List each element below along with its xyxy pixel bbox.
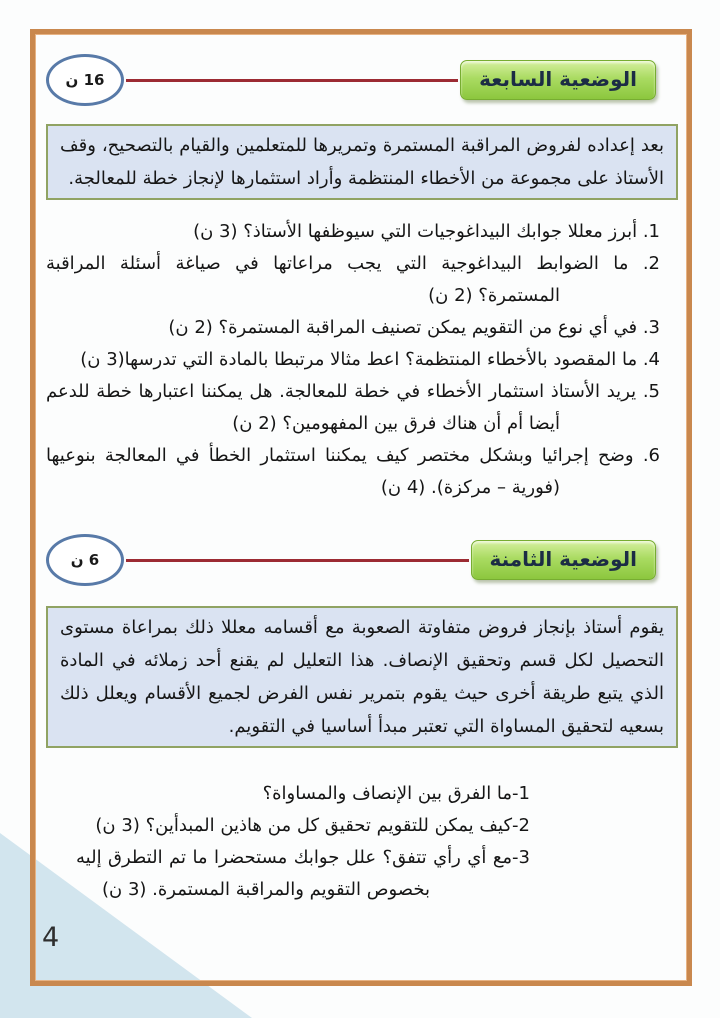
question-item: 3. في أي نوع من التقويم يمكن تصنيف المراقبة المستمرة؟ (2 ن)	[168, 317, 660, 338]
section-seventh-situation	[46, 54, 678, 504]
question-item: 5. يريد الأستاذ استثمار الأخطاء في خطة للمعالجة. هل يمكننا اعتبارها خطة للدعم أيضا أم أن هناك فرق بين المفهومين؟ (2 ن)	[46, 381, 660, 434]
section-header	[46, 534, 656, 586]
page-number: 4	[42, 922, 60, 953]
section-title-banner: الوضعية الثامنة	[471, 540, 657, 580]
connector-line	[126, 79, 458, 82]
question-list	[46, 216, 678, 504]
points-badge: 16 ن	[46, 54, 124, 106]
section-header	[46, 54, 656, 106]
section-title-banner: الوضعية السابعة	[460, 60, 656, 100]
points-badge: 6 ن	[46, 534, 124, 586]
question-item: 1. أبرز معللا جوابك البيداغوجيات التي سيوظفها الأستاذ؟ (3 ن)	[193, 221, 660, 242]
situation-intro-box: يقوم أستاذ بإنجاز فروض متفاوتة الصعوبة مع أقسامه معللا ذلك بمراعاة مستوى التحصيل لكل قسم وتحقيق الإنصاف. هذا التعليل لم يقنع أحد زملائه في المادة الذي يتبع طريقة أخرى حيث يقوم بتمرير نفس الفرض لجميع الأقسام ويعلل ذلك بسعيه لتحقيق المساواة التي تعتبر مبدأ أساسيا في التقويم.	[46, 606, 678, 748]
situation-intro-box: بعد إعداده لفروض المراقبة المستمرة وتمريرها للمتعلمين والقيام بالتصحيح، وقف الأستاذ على مجموعة من الأخطاء المنتظمة وأراد استثمارها لإنجاز خطة للمعالجة.	[46, 124, 678, 200]
question-item: 6. وضح إجرائيا وبشكل مختصر كيف يمكننا استثمار الخطأ في المعالجة بنوعيها (فورية – مركزة). (4 ن)	[46, 445, 660, 498]
section-eighth-situation	[46, 534, 678, 906]
question-item: 1-ما الفرق بين الإنصاف والمساواة؟	[262, 783, 530, 804]
page-content	[46, 40, 678, 906]
connector-line	[126, 559, 469, 562]
question-item: 3-مع أي رأي تتفق؟ علل جوابك مستحضرا ما تم التطرق إليه بخصوص التقويم والمراقبة المستمرة. (3 ن)	[76, 847, 530, 900]
question-item: 2. ما الضوابط البيداغوجية التي يجب مراعاتها في صياغة أسئلة المراقبة المستمرة؟ (2 ن)	[46, 253, 660, 306]
question-list	[46, 778, 678, 906]
question-item: 2-كيف يمكن للتقويم تحقيق كل من هاذين المبدأين؟ (3 ن)	[95, 815, 530, 836]
question-item: 4. ما المقصود بالأخطاء المنتظمة؟ اعط مثالا مرتبطا بالمادة التي تدرسها(3 ن)	[80, 349, 660, 370]
